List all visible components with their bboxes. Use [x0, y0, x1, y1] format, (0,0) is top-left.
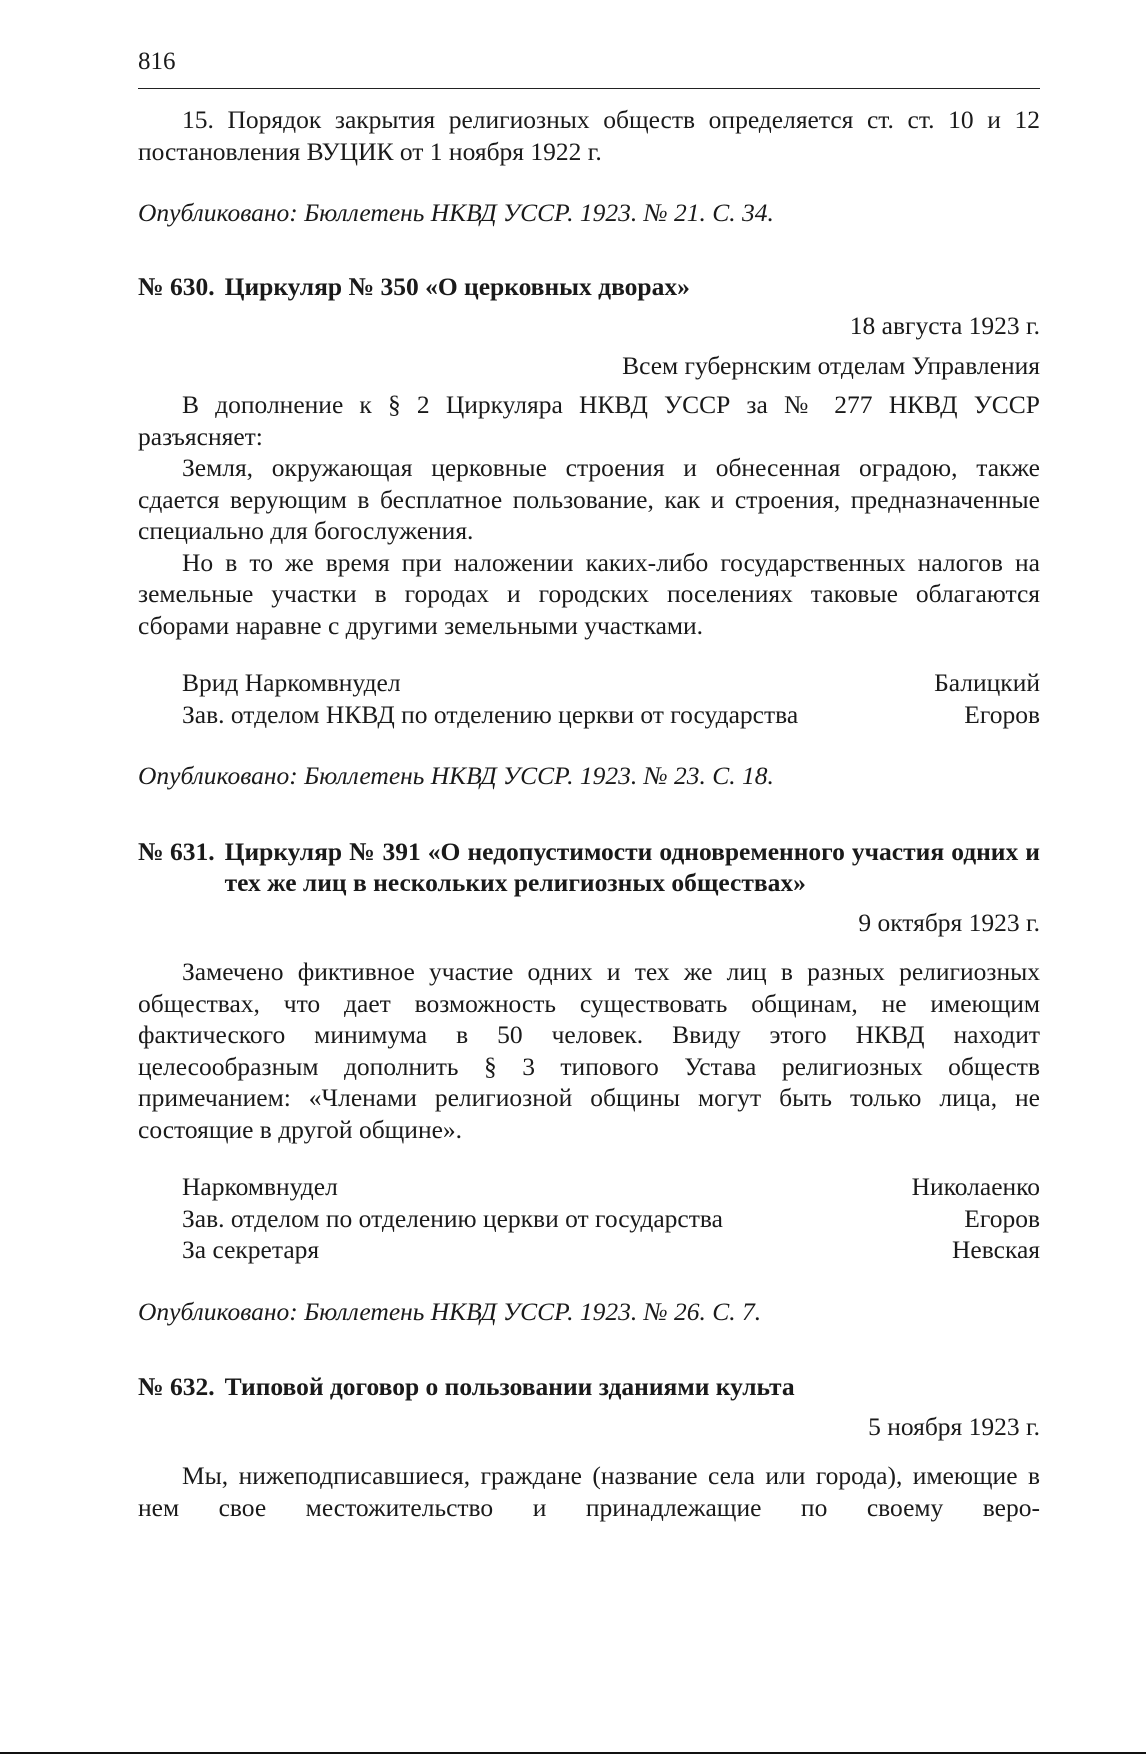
- signature-role: Наркомвнудел: [182, 1172, 338, 1201]
- doc-632-heading: [138, 1371, 1040, 1403]
- signature-line: [138, 1203, 1040, 1235]
- paragraph-15: 15. Порядок закрытия религиозных обществ определяется ст. ст. 10 и 12 постановления ВУЦИК от 1 ноября 1922 г.: [138, 105, 1040, 166]
- signature-line: [138, 699, 1040, 731]
- bottom-edge-rule: [0, 1752, 1146, 1754]
- doc-632-title: Типовой договор о пользовании зданиями культа: [224, 1372, 795, 1401]
- doc-630-paragraph-3: Но в то же время при наложении каких-либо государственных налогов на земельные участки в городах и городских поселениях таковые облагаются сборами наравне с другими земельными участками.: [138, 547, 1040, 640]
- doc-630-paragraph-1: В дополнение к § 2 Циркуляра НКВД УССР за № 277 НКВД УССР разъясняет:: [138, 390, 1040, 451]
- doc-631-signatures: [138, 1171, 1040, 1266]
- signature-role: За секретаря: [182, 1235, 320, 1264]
- doc-630-signatures: [138, 667, 1040, 730]
- doc-631-date: 9 октября 1923 г.: [858, 907, 1040, 937]
- signature-line: [138, 1234, 1040, 1266]
- doc-631-heading: [138, 836, 1040, 899]
- doc-630-date: 18 августа 1923 г.: [849, 311, 1040, 340]
- doc-630-paragraph-2: Земля, окружающая церковные строения и обнесенная оградою, также сдается верующим в бесплатное пользование, как и строения, предназначенные специально для богослужения.: [138, 453, 1040, 545]
- doc-630-title: Циркуляр № 350 «О церковных дворах»: [224, 271, 690, 301]
- doc-630-number: № 630.: [138, 271, 215, 301]
- header-rule: [138, 88, 1040, 89]
- doc-632-date: 5 ноября 1923 г.: [868, 1411, 1040, 1441]
- doc-630-heading: [138, 271, 1040, 303]
- doc-632-paragraph-1: Мы, нижеподписавшиеся, граждане (название села или города), имеющие в нем свое местожительство и принадлежащие по своему веро-: [138, 1461, 1040, 1522]
- signature-name: Егоров: [964, 1203, 1040, 1233]
- doc-630-addressee: Всем губернским отделам Управления: [622, 350, 1040, 380]
- signature-line: [138, 1171, 1040, 1203]
- signature-role: Зав. отделом НКВД по отделению церкви от государства: [182, 699, 799, 729]
- doc-631-title: Циркуляр № 391 «О недопустимости одновременного участия одних и тех же лиц в нескольких религиозных обществах»: [224, 836, 1040, 897]
- signature-name: Николаенко: [911, 1172, 1040, 1201]
- doc-631-number: № 631.: [138, 836, 215, 866]
- doc-631-paragraph-1: Замечено фиктивное участие одних и тех же лиц в разных религиозных обществах, что дает возможность существовать общинам, не имеющим фактического минимума в 50 человек. Ввиду этого НКВД находит целесообразным дополнить § 3 типового Устава религиозных обществ примечанием: «Членами религиозной общины могут быть только лица, не состоящие в другой общине».: [138, 957, 1040, 1144]
- signature-name: Балицкий: [934, 668, 1040, 697]
- published-note-1: Опубликовано: Бюллетень НКВД УССР. 1923. № 21. С. 34.: [138, 198, 774, 227]
- doc-632-number: № 632.: [138, 1372, 215, 1401]
- signature-name: Невская: [952, 1235, 1040, 1264]
- signature-line: [138, 667, 1040, 699]
- doc-630-published: Опубликовано: Бюллетень НКВД УССР. 1923. № 23. С. 18.: [138, 761, 774, 790]
- page-number: 816: [138, 48, 176, 75]
- signature-name: Егоров: [964, 699, 1040, 729]
- signature-role: Врид Наркомвнудел: [182, 668, 401, 697]
- signature-role: Зав. отделом по отделению церкви от государства: [182, 1203, 723, 1233]
- text-column: [138, 104, 1040, 1523]
- doc-631-published: Опубликовано: Бюллетень НКВД УССР. 1923. № 26. С. 7.: [138, 1296, 762, 1326]
